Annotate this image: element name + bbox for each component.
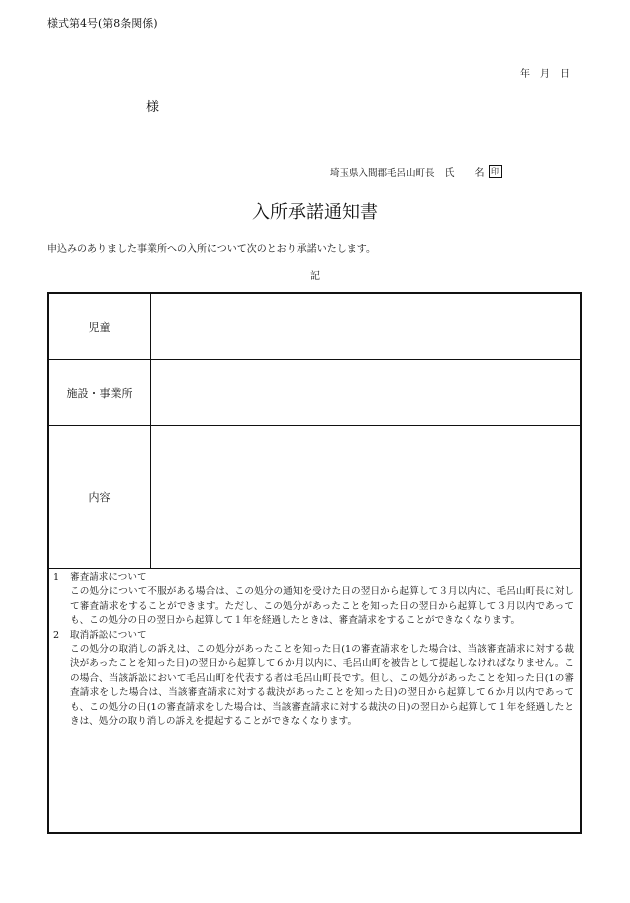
note-body: この処分について不服がある場合は、この処分の通知を受けた日の翌日から起算して３月以内に、毛呂山町長に対して審査請求をすることができます。ただし、この処分があったことを知った日の翌日から起算して３月以内であっても、この処分の日の翌日から起算して１年を経過したときは、審査請求をすることができなくなります。 — [70, 586, 574, 627]
child-label: 児童 — [49, 294, 151, 359]
content-value — [151, 426, 580, 568]
note-number: 2 — [53, 629, 60, 641]
note-body: この処分の取消しの訴えは、この処分があったことを知った日(1の審査請求をした場合は、当該審査請求に対する裁決があったことを知った日)の翌日から起算して６か月以内に、毛呂山町を被告として提起しなければなりません。この場合、当該訴訟において毛呂山町を代表する者は毛呂山町長です。但し、この処分があったことを知った日(1の審査請求をした場合は、当該審査請求に対する裁決があったことを知った日)の翌日から起算して６か月以内であっても、この処分の日(1の審査請求をした場合は、当該審査請求に対する裁決の日)の翌日から起算して１年を経過したときは、処分の取り消しの訴えを提起することができなくなります。 — [70, 644, 574, 728]
content-row — [49, 426, 580, 569]
issuer-organization: 埼玉県入間郡毛呂山町長 — [330, 167, 435, 179]
addressee-suffix: 様 — [146, 100, 160, 115]
issuer-name-label-2: 名 — [474, 168, 485, 179]
notice-table — [47, 292, 582, 834]
content-label: 内容 — [49, 426, 151, 568]
seal-mark: 印 — [489, 165, 502, 178]
issuer-name-label-1: 氏 — [444, 168, 455, 179]
note-heading — [53, 629, 574, 643]
issuer — [330, 164, 502, 179]
facility-row — [49, 360, 580, 426]
form-number: 様式第4号(第8条関係) — [47, 17, 158, 30]
document-title: 入所承諾通知書 — [252, 202, 378, 223]
facility-label: 施設・事業所 — [49, 360, 151, 425]
child-value — [151, 294, 580, 359]
intro-text: 申込みのありました事業所への入所について次のとおり承諾いたします。 — [47, 244, 376, 255]
note-heading — [53, 571, 574, 585]
ki-marker: 記 — [310, 271, 320, 282]
facility-value — [151, 360, 580, 425]
note-title: 取消訴訟について — [70, 629, 147, 641]
child-row — [49, 294, 580, 360]
notes-section — [53, 571, 574, 729]
note-number: 1 — [53, 572, 60, 583]
note-title: 審査請求について — [70, 572, 147, 583]
date-line: 年 月 日 — [520, 69, 570, 80]
